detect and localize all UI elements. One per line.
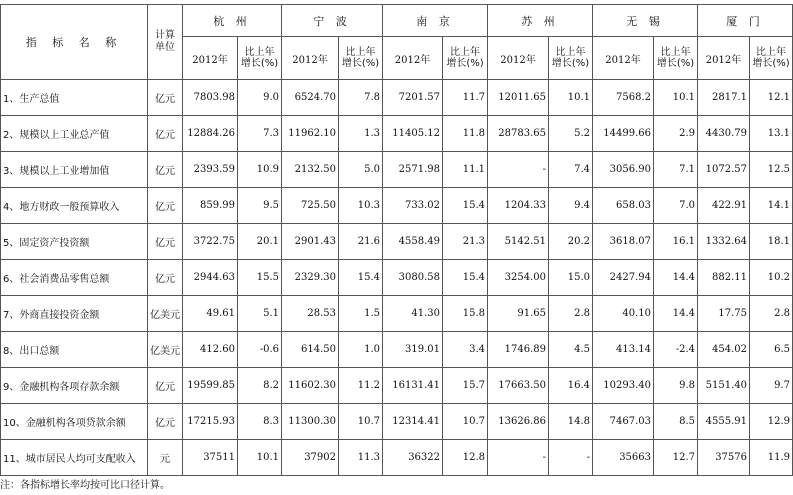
growth-cell: 16.1 (654, 224, 698, 260)
value-2012-cell: 17663.50 (488, 368, 549, 404)
growth-cell: 12.9 (750, 404, 793, 440)
growth-cell: 20.1 (238, 224, 282, 260)
value-2012-cell: 2393.59 (183, 152, 238, 188)
value-2012-cell: 11962.10 (282, 116, 339, 152)
value-2012-cell: 7201.57 (383, 80, 443, 116)
city-header-nanjing: 南 京 (383, 5, 488, 37)
growth-cell: 14.8 (549, 404, 593, 440)
value-2012-cell: 3618.07 (593, 224, 654, 260)
value-2012-cell: 40.10 (593, 296, 654, 332)
value-2012-cell: 37902 (282, 440, 339, 476)
growth-cell: 12.1 (750, 80, 793, 116)
growth-cell: 1.0 (339, 332, 383, 368)
value-2012-cell: 3080.58 (383, 260, 443, 296)
growth-cell: 15.4 (443, 188, 488, 224)
table-body (1, 80, 793, 476)
value-2012-cell: 2329.30 (282, 260, 339, 296)
value-2012-cell: 2901.43 (282, 224, 339, 260)
value-2012-cell: 10293.40 (593, 368, 654, 404)
value-2012-cell: 422.91 (698, 188, 750, 224)
unit-cell: 亿元 (148, 368, 183, 404)
value-2012-cell: 12314.41 (383, 404, 443, 440)
value-2012-cell: 41.30 (383, 296, 443, 332)
unit-cell: 亿美元 (148, 296, 183, 332)
growth-cell: 3.4 (443, 332, 488, 368)
growth-column-header: 比上年 增长(%) (443, 37, 488, 80)
value-2012-cell: 1072.57 (698, 152, 750, 188)
unit-cell: 亿元 (148, 80, 183, 116)
value-2012-cell: 11602.30 (282, 368, 339, 404)
value-2012-cell: 7803.98 (183, 80, 238, 116)
growth-cell: -2.4 (654, 332, 698, 368)
value-2012-cell: 12011.65 (488, 80, 549, 116)
value-2012-cell: 4558.49 (383, 224, 443, 260)
indicator-name-header: 指 标 名 称 (1, 5, 148, 80)
value-2012-cell: 7568.2 (593, 80, 654, 116)
growth-cell: 9.7 (750, 368, 793, 404)
value-2012-cell: 49.61 (183, 296, 238, 332)
growth-cell: 7.1 (654, 152, 698, 188)
value-2012-cell: 725.50 (282, 188, 339, 224)
table-row (1, 368, 793, 404)
growth-cell: 18.1 (750, 224, 793, 260)
growth-cell: 9.4 (549, 188, 593, 224)
city-header-ningbo: 宁 波 (282, 5, 383, 37)
unit-cell: 亿元 (148, 188, 183, 224)
growth-cell: 9.0 (238, 80, 282, 116)
growth-cell: 11.9 (750, 440, 793, 476)
value-2012-cell: 2817.1 (698, 80, 750, 116)
growth-cell: 5.0 (339, 152, 383, 188)
growth-cell: 11.1 (443, 152, 488, 188)
growth-cell: 8.2 (238, 368, 282, 404)
value-2012-cell: 658.03 (593, 188, 654, 224)
growth-cell: 9.5 (238, 188, 282, 224)
city-header-hangzhou: 杭 州 (183, 5, 282, 37)
indicator-name: 11、城市居民人均可支配收入 (1, 440, 148, 476)
table-row (1, 152, 793, 188)
unit-cell: 亿元 (148, 224, 183, 260)
growth-cell: 14.1 (750, 188, 793, 224)
table-row (1, 332, 793, 368)
table-row (1, 224, 793, 260)
indicator-name: 5、固定资产投资额 (1, 224, 148, 260)
value-2012-cell: 1204.33 (488, 188, 549, 224)
unit-cell: 元 (148, 440, 183, 476)
growth-cell: 15.7 (443, 368, 488, 404)
growth-cell: 14.4 (654, 260, 698, 296)
unit-cell: 亿元 (148, 152, 183, 188)
unit-cell: 亿美元 (148, 332, 183, 368)
growth-cell: 7.8 (339, 80, 383, 116)
value-2012-cell: 14499.66 (593, 116, 654, 152)
growth-cell: 10.1 (238, 440, 282, 476)
indicator-name: 8、出口总额 (1, 332, 148, 368)
value-2012-cell: 11405.12 (383, 116, 443, 152)
growth-column-header: 比上年 增长(%) (654, 37, 698, 80)
growth-cell: 10.1 (654, 80, 698, 116)
header-row-cities (1, 5, 793, 37)
value-2012-cell: 91.65 (488, 296, 549, 332)
value-2012-cell: 35663 (593, 440, 654, 476)
indicator-name: 9、金融机构各项存款余额 (1, 368, 148, 404)
value-2012-cell: 1746.89 (488, 332, 549, 368)
value-2012-cell: 413.14 (593, 332, 654, 368)
growth-cell: 21.6 (339, 224, 383, 260)
growth-cell: 1.5 (339, 296, 383, 332)
year-column-header: 2012年 (383, 37, 443, 80)
value-2012-cell: 7467.03 (593, 404, 654, 440)
year-column-header: 2012年 (183, 37, 238, 80)
growth-cell: 12.5 (750, 152, 793, 188)
table-row (1, 188, 793, 224)
value-2012-cell: 17.75 (698, 296, 750, 332)
city-header-suzhou: 苏 州 (488, 5, 593, 37)
table-row (1, 80, 793, 116)
growth-cell: 11.7 (443, 80, 488, 116)
value-2012-cell: 37576 (698, 440, 750, 476)
growth-cell: 15.5 (238, 260, 282, 296)
value-2012-cell: 37511 (183, 440, 238, 476)
value-2012-cell: - (488, 440, 549, 476)
indicator-name: 7、外商直接投资金额 (1, 296, 148, 332)
value-2012-cell: 13626.86 (488, 404, 549, 440)
indicator-name: 3、规模以上工业增加值 (1, 152, 148, 188)
value-2012-cell: 28783.65 (488, 116, 549, 152)
value-2012-cell: 5142.51 (488, 224, 549, 260)
growth-column-header: 比上年 增长(%) (750, 37, 793, 80)
value-2012-cell: - (488, 152, 549, 188)
unit-cell: 亿元 (148, 260, 183, 296)
value-2012-cell: 3254.00 (488, 260, 549, 296)
value-2012-cell: 2944.63 (183, 260, 238, 296)
growth-cell: 12.7 (654, 440, 698, 476)
value-2012-cell: 11300.30 (282, 404, 339, 440)
growth-column-header: 比上年 增长(%) (238, 37, 282, 80)
value-2012-cell: 319.01 (383, 332, 443, 368)
unit-header: 计算 单位 (148, 5, 183, 80)
table-row (1, 116, 793, 152)
year-column-header: 2012年 (488, 37, 549, 80)
growth-cell: 12.8 (443, 440, 488, 476)
growth-column-header: 比上年 增长(%) (339, 37, 383, 80)
value-2012-cell: 733.02 (383, 188, 443, 224)
growth-cell: 6.5 (750, 332, 793, 368)
growth-cell: 10.1 (549, 80, 593, 116)
value-2012-cell: 412.60 (183, 332, 238, 368)
value-2012-cell: 3056.90 (593, 152, 654, 188)
growth-cell: 10.7 (339, 404, 383, 440)
value-2012-cell: 5151.40 (698, 368, 750, 404)
growth-cell: 2.9 (654, 116, 698, 152)
value-2012-cell: 36322 (383, 440, 443, 476)
growth-cell: 13.1 (750, 116, 793, 152)
value-2012-cell: 3722.75 (183, 224, 238, 260)
year-column-header: 2012年 (593, 37, 654, 80)
table-row (1, 440, 793, 476)
table-row (1, 260, 793, 296)
value-2012-cell: 882.11 (698, 260, 750, 296)
growth-cell: 16.4 (549, 368, 593, 404)
growth-cell: 2.8 (549, 296, 593, 332)
growth-cell: 5.2 (549, 116, 593, 152)
value-2012-cell: 859.99 (183, 188, 238, 224)
table-row (1, 296, 793, 332)
indicator-name: 4、地方财政一般预算收入 (1, 188, 148, 224)
growth-cell: 11.3 (339, 440, 383, 476)
growth-cell: 20.2 (549, 224, 593, 260)
footnote: 注：各指标增长率均按可比口径计算。 (0, 480, 170, 491)
city-indicator-table (0, 4, 793, 476)
city-header-xiamen: 厦 门 (698, 5, 793, 37)
value-2012-cell: 19599.85 (183, 368, 238, 404)
growth-cell: 4.5 (549, 332, 593, 368)
growth-column-header: 比上年 增长(%) (549, 37, 593, 80)
value-2012-cell: 1332.64 (698, 224, 750, 260)
value-2012-cell: 17215.93 (183, 404, 238, 440)
indicator-name: 1、生产总值 (1, 80, 148, 116)
growth-cell: 5.1 (238, 296, 282, 332)
growth-cell: 15.4 (339, 260, 383, 296)
growth-cell: 10.9 (238, 152, 282, 188)
growth-cell: 2.8 (750, 296, 793, 332)
value-2012-cell: 16131.41 (383, 368, 443, 404)
growth-cell: 7.4 (549, 152, 593, 188)
growth-cell: -0.6 (238, 332, 282, 368)
city-header-wuxi: 无 锡 (593, 5, 698, 37)
growth-cell: 10.2 (750, 260, 793, 296)
unit-cell: 亿元 (148, 404, 183, 440)
year-column-header: 2012年 (698, 37, 750, 80)
year-column-header: 2012年 (282, 37, 339, 80)
growth-cell: - (549, 440, 593, 476)
value-2012-cell: 454.02 (698, 332, 750, 368)
growth-cell: 1.3 (339, 116, 383, 152)
table-row (1, 404, 793, 440)
growth-cell: 15.4 (443, 260, 488, 296)
value-2012-cell: 2132.50 (282, 152, 339, 188)
value-2012-cell: 4555.91 (698, 404, 750, 440)
growth-cell: 10.7 (443, 404, 488, 440)
unit-cell: 亿元 (148, 116, 183, 152)
value-2012-cell: 614.50 (282, 332, 339, 368)
indicator-name: 6、社会消费品零售总额 (1, 260, 148, 296)
indicator-name: 10、金融机构各项贷款余额 (1, 404, 148, 440)
growth-cell: 15.8 (443, 296, 488, 332)
indicator-name: 2、规模以上工业总产值 (1, 116, 148, 152)
growth-cell: 11.2 (339, 368, 383, 404)
value-2012-cell: 6524.70 (282, 80, 339, 116)
growth-cell: 15.0 (549, 260, 593, 296)
value-2012-cell: 2571.98 (383, 152, 443, 188)
value-2012-cell: 28.53 (282, 296, 339, 332)
growth-cell: 7.0 (654, 188, 698, 224)
growth-cell: 9.8 (654, 368, 698, 404)
growth-cell: 8.3 (238, 404, 282, 440)
value-2012-cell: 4430.79 (698, 116, 750, 152)
growth-cell: 10.3 (339, 188, 383, 224)
growth-cell: 21.3 (443, 224, 488, 260)
growth-cell: 7.3 (238, 116, 282, 152)
growth-cell: 11.8 (443, 116, 488, 152)
value-2012-cell: 12884.26 (183, 116, 238, 152)
growth-cell: 8.5 (654, 404, 698, 440)
growth-cell: 14.4 (654, 296, 698, 332)
value-2012-cell: 2427.94 (593, 260, 654, 296)
